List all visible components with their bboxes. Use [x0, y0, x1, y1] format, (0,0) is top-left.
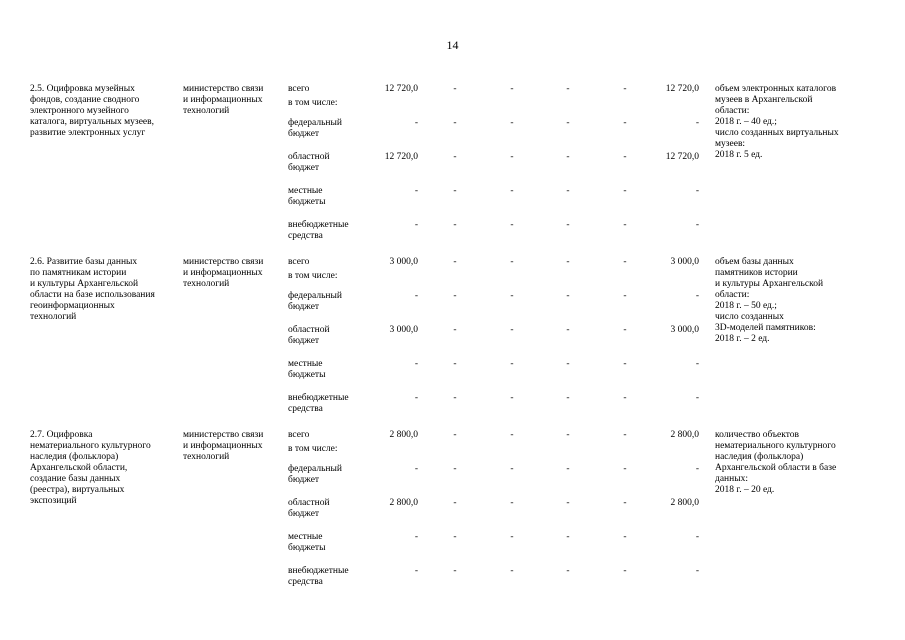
value-cell: -: [453, 84, 457, 94]
row-label: федеральный бюджет: [288, 118, 342, 139]
value-cell: -: [510, 498, 514, 508]
value-sum: -: [695, 393, 699, 403]
value-cell: -: [566, 186, 570, 196]
value-cell: -: [623, 464, 627, 474]
section-title: 2.7. Оцифровка нематериального культурного наследия (фольклора) Архангельской области, создание базы данных (реестра), виртуальных экспозиций: [30, 430, 151, 506]
value-sum: -: [695, 291, 699, 301]
value-cell: -: [453, 393, 457, 403]
value-cell: -: [623, 359, 627, 369]
row-label: областной бюджет: [288, 152, 330, 173]
row-label: всего: [288, 257, 310, 267]
budget-row-total: [0, 430, 905, 464]
value-cell: -: [453, 186, 457, 196]
row-label: всего: [288, 84, 310, 94]
budget-row-federal: [0, 118, 905, 152]
value-sum: 12 720,0: [665, 152, 699, 162]
value-cell: -: [566, 566, 570, 576]
value-sum: 2 800,0: [670, 498, 699, 508]
section-executor: министерство связи и информационных технологий: [183, 257, 264, 289]
value-cell: -: [566, 257, 570, 267]
value-cell: -: [566, 118, 570, 128]
value-cell: -: [566, 84, 570, 94]
value-total: -: [414, 359, 418, 369]
value-total: -: [414, 393, 418, 403]
value-cell: -: [623, 220, 627, 230]
value-total: 3 000,0: [389, 257, 418, 267]
value-cell: -: [510, 257, 514, 267]
value-cell: -: [510, 325, 514, 335]
value-cell: -: [623, 566, 627, 576]
value-sum: 3 000,0: [670, 257, 699, 267]
value-cell: -: [566, 291, 570, 301]
section-result: количество объектов нематериального культурного наследия (фольклора) Архангельской области в базе данных: 2018 г. – 20 ед.: [715, 430, 837, 495]
value-cell: -: [453, 325, 457, 335]
row-label: федеральный бюджет: [288, 291, 342, 312]
value-cell: -: [510, 532, 514, 542]
value-cell: -: [623, 393, 627, 403]
budget-row-total: [0, 84, 905, 118]
page-number: 14: [446, 38, 459, 52]
value-cell: -: [623, 532, 627, 542]
budget-row-total: [0, 257, 905, 291]
section-title: 2.5. Оцифровка музейных фондов, создание сводного электронного музейного каталога, виртуальных музеев, развитие электронных услуг: [30, 84, 154, 138]
value-sum: -: [695, 186, 699, 196]
value-cell: -: [623, 152, 627, 162]
value-cell: -: [453, 430, 457, 440]
value-cell: -: [453, 220, 457, 230]
value-sum: 2 800,0: [670, 430, 699, 440]
budget-row-federal: [0, 291, 905, 325]
budget-row-local: [0, 359, 905, 393]
row-label: областной бюджет: [288, 498, 330, 519]
budget-row-regional: [0, 498, 905, 532]
row-label: федеральный бюджет: [288, 464, 342, 485]
value-cell: -: [453, 464, 457, 474]
value-cell: -: [510, 566, 514, 576]
value-cell: -: [453, 257, 457, 267]
budget-row-regional: [0, 325, 905, 359]
section-result: объем базы данных памятников истории и культуры Архангельской области: 2018 г. – 50 ед.; число созданных 3D-моделей памятников: 2018 г. – 2 ед.: [715, 257, 824, 344]
value-sum: -: [695, 220, 699, 230]
value-cell: -: [623, 257, 627, 267]
value-cell: -: [453, 532, 457, 542]
value-cell: -: [453, 291, 457, 301]
value-sum: -: [695, 118, 699, 128]
value-sum: -: [695, 532, 699, 542]
value-cell: -: [510, 359, 514, 369]
value-cell: -: [566, 220, 570, 230]
value-cell: -: [566, 532, 570, 542]
value-cell: -: [453, 152, 457, 162]
value-cell: -: [623, 325, 627, 335]
value-cell: -: [566, 498, 570, 508]
value-cell: -: [566, 359, 570, 369]
value-cell: -: [566, 325, 570, 335]
row-sublabel: в том числе:: [288, 98, 338, 108]
value-cell: -: [510, 393, 514, 403]
budget-row-federal: [0, 464, 905, 498]
value-cell: -: [510, 152, 514, 162]
value-cell: -: [510, 464, 514, 474]
value-sum: -: [695, 359, 699, 369]
row-label: местные бюджеты: [288, 359, 326, 380]
row-label: всего: [288, 430, 310, 440]
row-label: областной бюджет: [288, 325, 330, 346]
value-total: 12 720,0: [384, 84, 418, 94]
value-total: -: [414, 118, 418, 128]
budget-row-local: [0, 532, 905, 566]
value-cell: -: [566, 430, 570, 440]
value-cell: -: [453, 566, 457, 576]
value-cell: -: [623, 498, 627, 508]
value-sum: -: [695, 566, 699, 576]
value-cell: -: [453, 359, 457, 369]
value-cell: -: [453, 118, 457, 128]
section-result: объем электронных каталогов музеев в Архангельской области: 2018 г. – 40 ед.; число созданных виртуальных музеев: 2018 г. 5 ед.: [715, 84, 839, 160]
budget-row-local: [0, 186, 905, 220]
value-total: -: [414, 532, 418, 542]
value-cell: -: [510, 430, 514, 440]
value-total: -: [414, 186, 418, 196]
value-cell: -: [623, 84, 627, 94]
row-label: внебюджетные средства: [288, 566, 349, 587]
value-cell: -: [623, 430, 627, 440]
row-sublabel: в том числе:: [288, 444, 338, 454]
row-sublabel: в том числе:: [288, 271, 338, 281]
value-cell: -: [623, 118, 627, 128]
value-sum: -: [695, 464, 699, 474]
value-cell: -: [623, 186, 627, 196]
value-cell: -: [510, 291, 514, 301]
value-sum: 12 720,0: [665, 84, 699, 94]
value-cell: -: [623, 291, 627, 301]
budget-row-extrabudget: [0, 393, 905, 427]
section-executor: министерство связи и информационных технологий: [183, 84, 264, 116]
value-total: -: [414, 464, 418, 474]
budget-row-extrabudget: [0, 220, 905, 254]
section-executor: министерство связи и информационных технологий: [183, 430, 264, 462]
value-cell: -: [453, 498, 457, 508]
budget-row-extrabudget: [0, 566, 905, 600]
value-cell: -: [566, 152, 570, 162]
budget-row-regional: [0, 152, 905, 186]
value-total: 12 720,0: [384, 152, 418, 162]
row-label: внебюджетные средства: [288, 220, 349, 241]
value-cell: -: [566, 393, 570, 403]
value-cell: -: [510, 118, 514, 128]
section-title: 2.6. Развитие базы данных по памятникам истории и культуры Архангельской области на базе использования геоинформационных технологий: [30, 257, 155, 322]
value-total: -: [414, 566, 418, 576]
value-sum: 3 000,0: [670, 325, 699, 335]
value-total: 3 000,0: [389, 325, 418, 335]
value-total: 2 800,0: [389, 430, 418, 440]
value-total: 2 800,0: [389, 498, 418, 508]
value-cell: -: [510, 220, 514, 230]
value-cell: -: [510, 186, 514, 196]
row-label: местные бюджеты: [288, 186, 326, 207]
value-total: -: [414, 291, 418, 301]
value-cell: -: [566, 464, 570, 474]
row-label: местные бюджеты: [288, 532, 326, 553]
value-cell: -: [510, 84, 514, 94]
row-label: внебюджетные средства: [288, 393, 349, 414]
value-total: -: [414, 220, 418, 230]
